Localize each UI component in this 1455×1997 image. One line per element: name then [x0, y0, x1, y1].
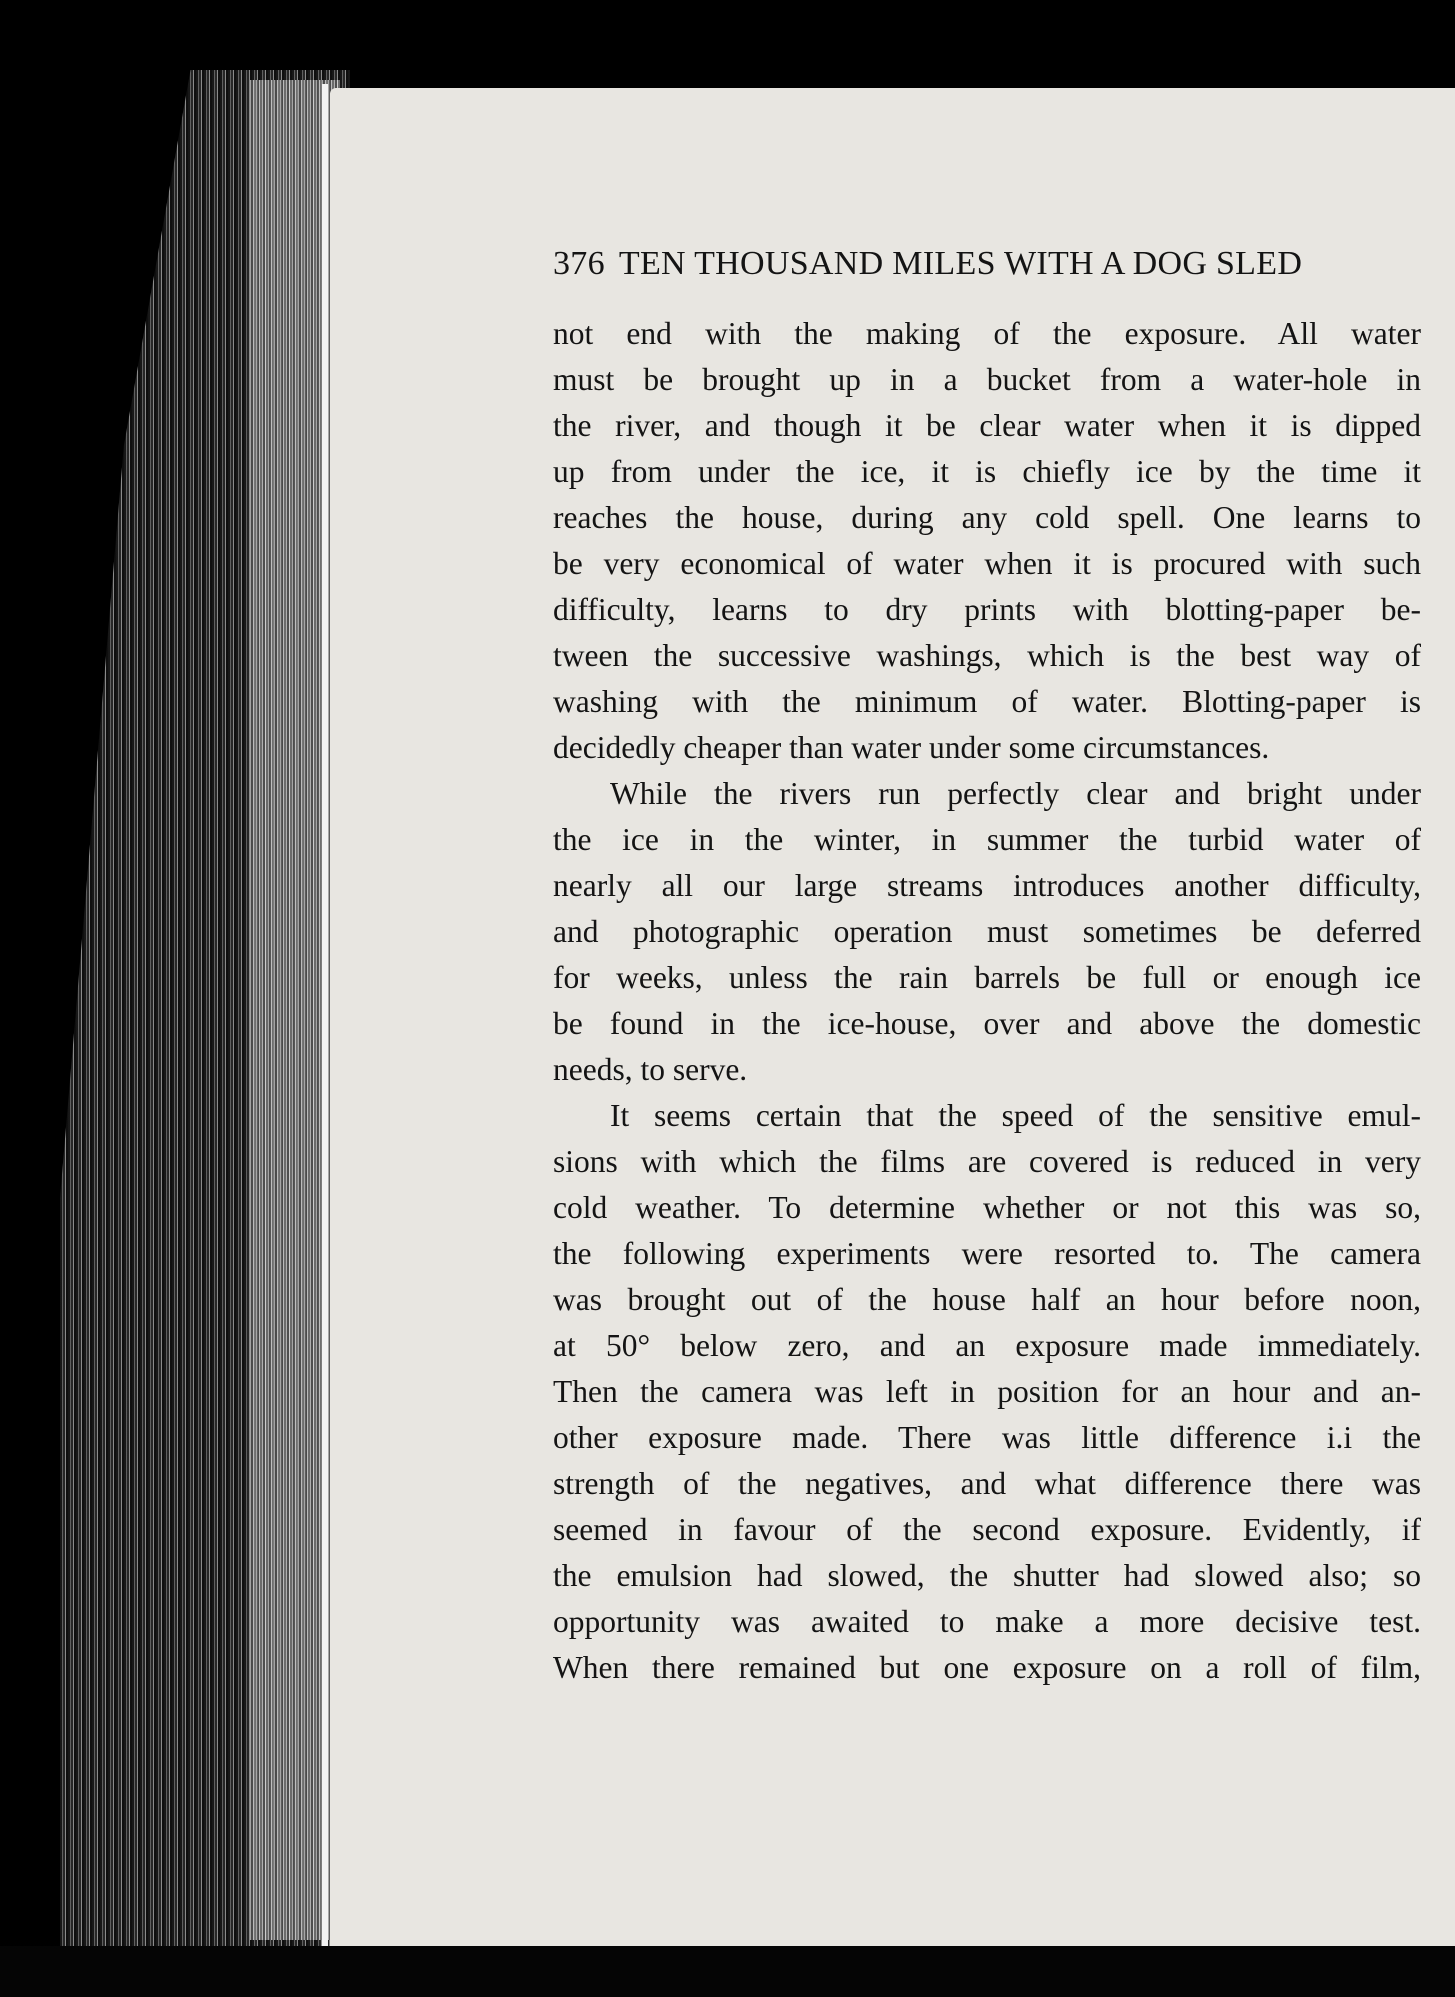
text-line: be very economical of water when it is procured with such — [553, 546, 1421, 581]
text-line: strength of the negatives, and what difference there was — [553, 1466, 1421, 1501]
scan-bottom-edge — [0, 1946, 1455, 1997]
text-line: tween the successive washings, which is the best way of — [553, 638, 1421, 673]
text-line: be found in the ice-house, over and above the domestic — [553, 1006, 1421, 1041]
text-line: was brought out of the house half an hour before noon, — [553, 1282, 1421, 1317]
text-line: decidedly cheaper than water under some circumstances. — [553, 730, 1270, 765]
text-line: While the rivers run perfectly clear and bright under — [610, 776, 1421, 811]
text-line: other exposure made. There was little difference i.i the — [553, 1420, 1421, 1455]
text-line: not end with the making of the exposure. All water — [553, 316, 1421, 351]
text-line: reaches the house, during any cold spell. One learns to — [553, 500, 1421, 535]
text-line: Then the camera was left in position for an hour and an- — [553, 1374, 1421, 1409]
text-line: the emulsion had slowed, the shutter had slowed also; so — [553, 1558, 1421, 1593]
text-line: up from under the ice, it is chiefly ice by the time it — [553, 454, 1421, 489]
text-line: needs, to serve. — [553, 1052, 748, 1087]
text-line: the following experiments were resorted to. The camera — [553, 1236, 1421, 1271]
page-number: 376 — [553, 245, 605, 282]
text-line: at 50° below zero, and an exposure made immediately. — [553, 1328, 1421, 1363]
text-line: When there remained but one exposure on a roll of film, — [553, 1650, 1421, 1685]
text-line: cold weather. To determine whether or not this was so, — [553, 1190, 1421, 1225]
body-text — [553, 311, 1421, 1691]
text-line: and photographic operation must sometimes be deferred — [553, 914, 1421, 949]
text-line: difficulty, learns to dry prints with blotting-paper be- — [553, 592, 1421, 627]
text-line: for weeks, unless the rain barrels be full or enough ice — [553, 960, 1421, 995]
text-line: sions with which the films are covered is reduced in very — [553, 1144, 1421, 1179]
running-head — [553, 245, 1438, 283]
page-border — [322, 84, 328, 1948]
text-line: nearly all our large streams introduces another difficulty, — [553, 868, 1421, 903]
text-line: washing with the minimum of water. Blotting-paper is — [553, 684, 1421, 719]
text-line: opportunity was awaited to make a more decisive test. — [553, 1604, 1421, 1639]
text-line: the ice in the winter, in summer the turbid water of — [553, 822, 1421, 857]
text-line: seemed in favour of the second exposure. Evidently, if — [553, 1512, 1421, 1547]
text-line: It seems certain that the speed of the sensitive emul- — [610, 1098, 1421, 1133]
running-title: TEN THOUSAND MILES WITH A DOG SLED — [618, 245, 1303, 282]
text-line: the river, and though it be clear water when it is dipped — [553, 408, 1421, 443]
text-line: must be brought up in a bucket from a water-hole in — [553, 362, 1421, 397]
